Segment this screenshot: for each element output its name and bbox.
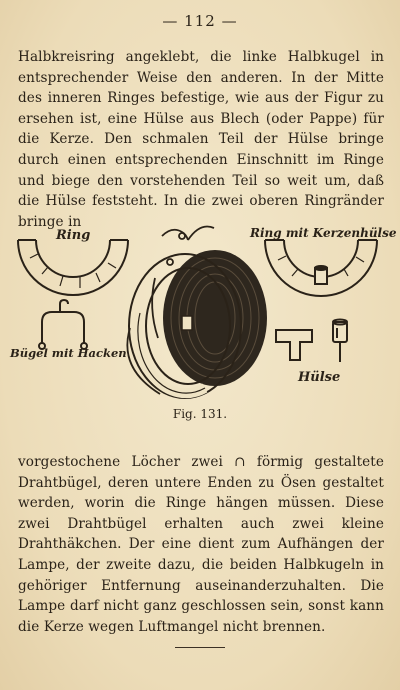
sleeve-drawing	[276, 320, 347, 363]
lamp-drawing	[127, 227, 267, 399]
figure-caption: Fig. 131.	[172, 407, 228, 421]
ring-drawing	[18, 240, 128, 295]
ring-with-sleeve-drawing	[265, 240, 377, 296]
label-bracket: Bügel mit Hacken	[10, 346, 127, 360]
page-number: — 112 —	[162, 12, 238, 30]
bracket-drawing	[39, 300, 87, 349]
label-ring: Ring	[56, 228, 91, 243]
paragraph-bottom: vorgestochene Löcher zwei ∩ förmig gestaltete Drahtbügel, deren untere Enden zu Ösen gestaltet werden, worin die Ringe hängen müssen. Diese zwei Drahtbügel erhalten auch zwei kleine Drahthäkchen. Der eine dient zum Aufhängen der Lampe, der zweite dazu, die beiden Halbkugeln in gehöriger Entfernung auseinanderzuhalten. Die Lampe darf nicht ganz geschlossen sein, sonst kann die Kerze wegen Luftmangel nicht brennen.	[18, 454, 384, 635]
figure-131	[0, 218, 400, 448]
paragraph-top: Halbkreisring angeklebt, die linke Halbkugel in entsprechender Weise den anderen. In der Mitte des inneren Ringes befestige, wie aus der Figur zu ersehen ist, eine Hülse aus Blech (oder Pappe) für die Kerze. Den schmalen Teil der Hülse bringe durch einen entsprechenden Einschnitt im Ringe und biege den vorstehenden Teil so weit um, daß die Hülse feststeht. In die zwei oberen Ringränder bringe in	[18, 49, 384, 230]
end-rule	[175, 647, 225, 648]
label-sleeve: Hülse	[298, 370, 341, 385]
label-ring-with-sleeve: Ring mit Kerzenhülse	[250, 226, 397, 240]
